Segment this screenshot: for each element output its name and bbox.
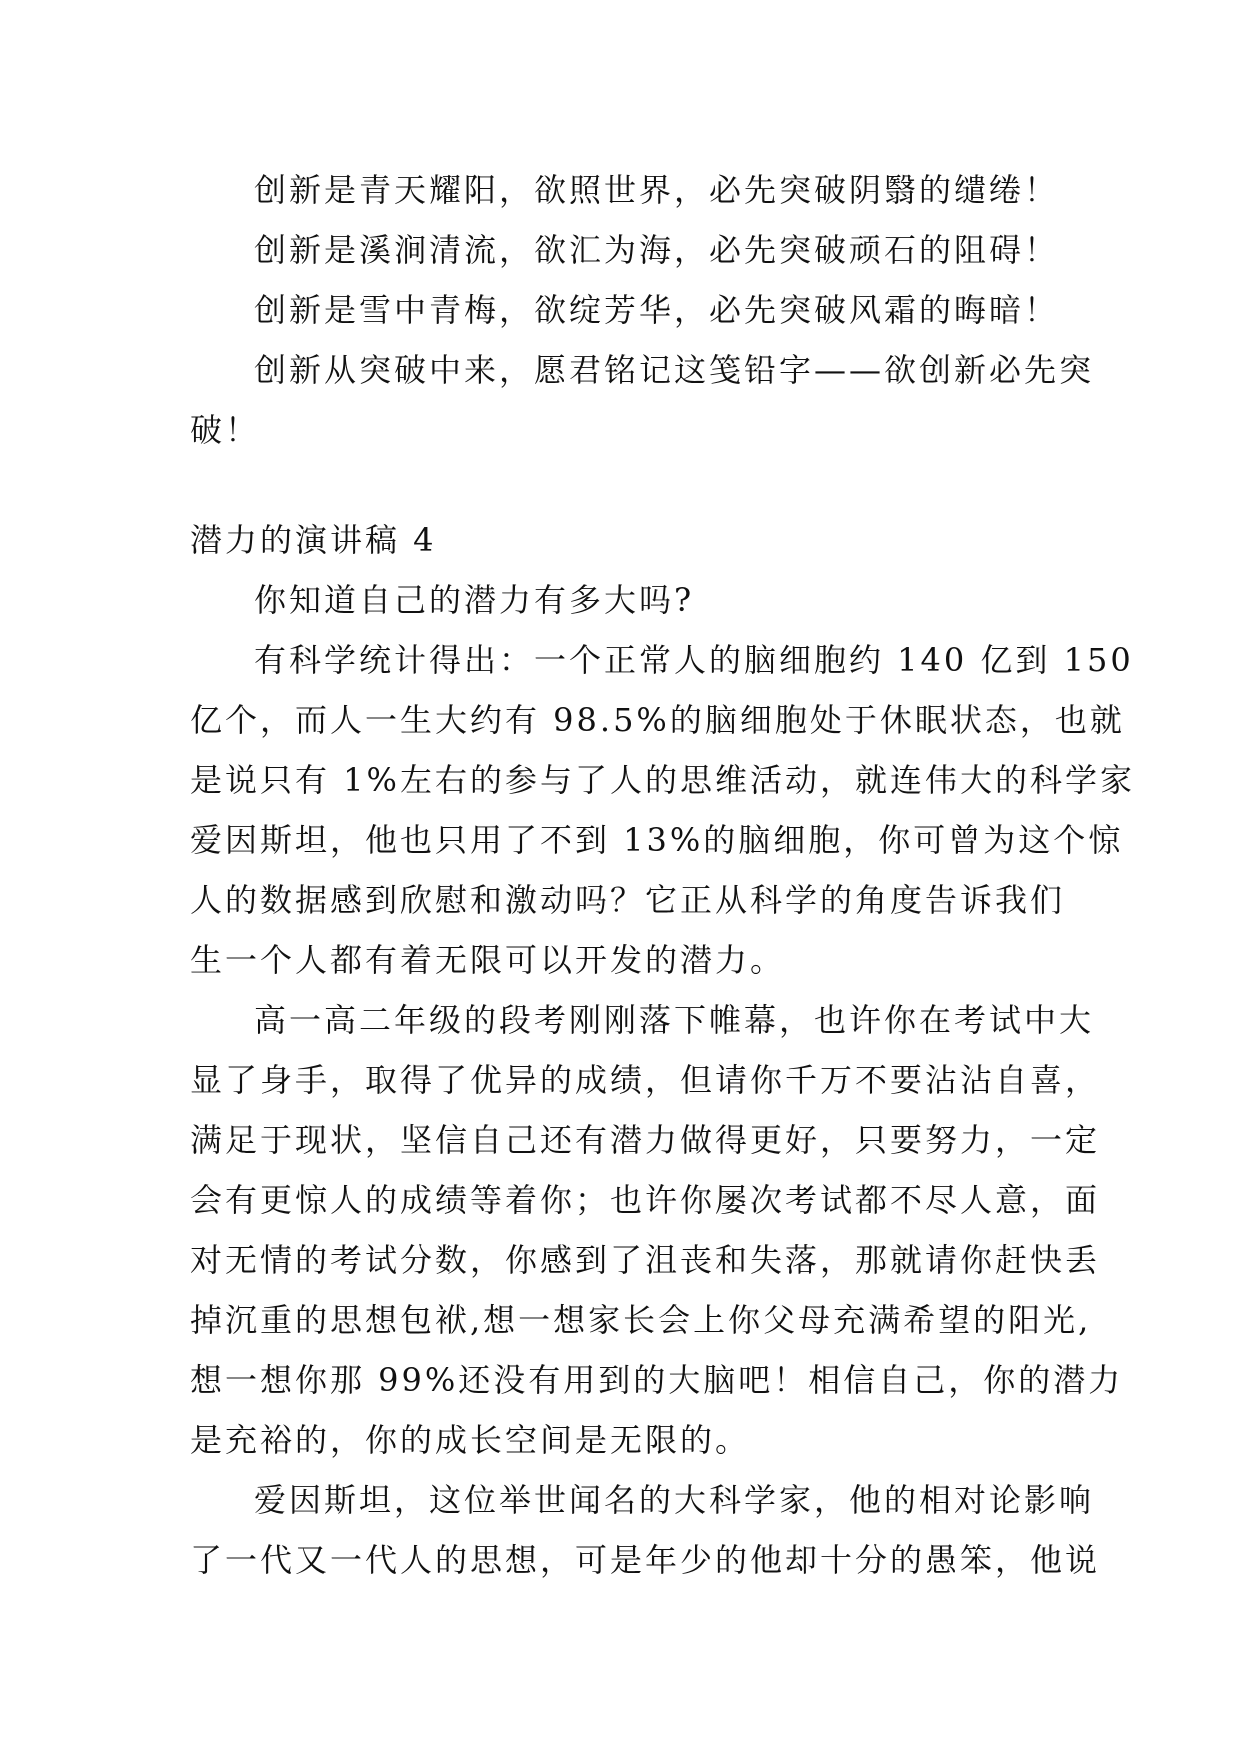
paragraph-line: 满足于现状，坚信自己还有潜力做得更好，只要努力，一定 [190, 1121, 1101, 1159]
poem-line: 创新是溪涧清流，欲汇为海，必先突破顽石的阻碍！ [254, 231, 1060, 269]
paragraph-line: 爱因斯坦，这位举世闻名的大科学家，他的相对论影响 [254, 1481, 1095, 1519]
paragraph-line: 显了身手，取得了优异的成绩，但请你千万不要沾沾自喜， [190, 1061, 1101, 1099]
paragraph-line: 生一个人都有着无限可以开发的潜力。 [190, 941, 786, 979]
paragraph-line: 你知道自己的潜力有多大吗? [254, 581, 695, 619]
paragraph-line: 是说只有 1%左右的参与了人的思维活动，就连伟大的科学家 [190, 761, 1135, 799]
poem-line: 创新是青天耀阳，欲照世界，必先突破阴翳的缱绻！ [254, 171, 1060, 209]
paragraph-line: 想一想你那 99%还没有用到的大脑吧！相信自己，你的潜力 [190, 1361, 1124, 1399]
section-title: 潜力的演讲稿 4 [190, 521, 437, 559]
paragraph-line: 高一高二年级的段考刚刚落下帷幕，也许你在考试中大 [254, 1001, 1095, 1039]
paragraph-line: 爱因斯坦，他也只用了不到 13%的脑细胞，你可曾为这个惊 [190, 821, 1124, 859]
paragraph-line: 对无情的考试分数，你感到了沮丧和失落，那就请你赶快丢 [190, 1241, 1101, 1279]
poem-line: 创新是雪中青梅，欲绽芳华，必先突破风霜的晦暗！ [254, 291, 1060, 329]
paragraph-line: 有科学统计得出：一个正常人的脑细胞约 140 亿到 150 [254, 641, 1134, 679]
paragraph-line: 掉沉重的思想包袱,想一想家长会上你父母充满希望的阳光, [190, 1301, 1092, 1339]
paragraph-line: 会有更惊人的成绩等着你；也许你屡次考试都不尽人意，面 [190, 1181, 1101, 1219]
paragraph-line: 是充裕的，你的成长空间是无限的。 [190, 1421, 751, 1459]
paragraph-line: 亿个，而人一生大约有 98.5%的脑细胞处于休眠状态，也就 [190, 701, 1125, 739]
poem-line: 破！ [190, 411, 261, 449]
poem-line: 创新从突破中来，愿君铭记这笺铅字——欲创新必先突 [254, 351, 1095, 389]
paragraph-line: 了一代又一代人的思想，可是年少的他却十分的愚笨，他说 [190, 1541, 1101, 1579]
paragraph-line: 人的数据感到欣慰和激动吗？它正从科学的角度告诉我们 [190, 881, 1066, 919]
document-content [190, 160, 1135, 1590]
